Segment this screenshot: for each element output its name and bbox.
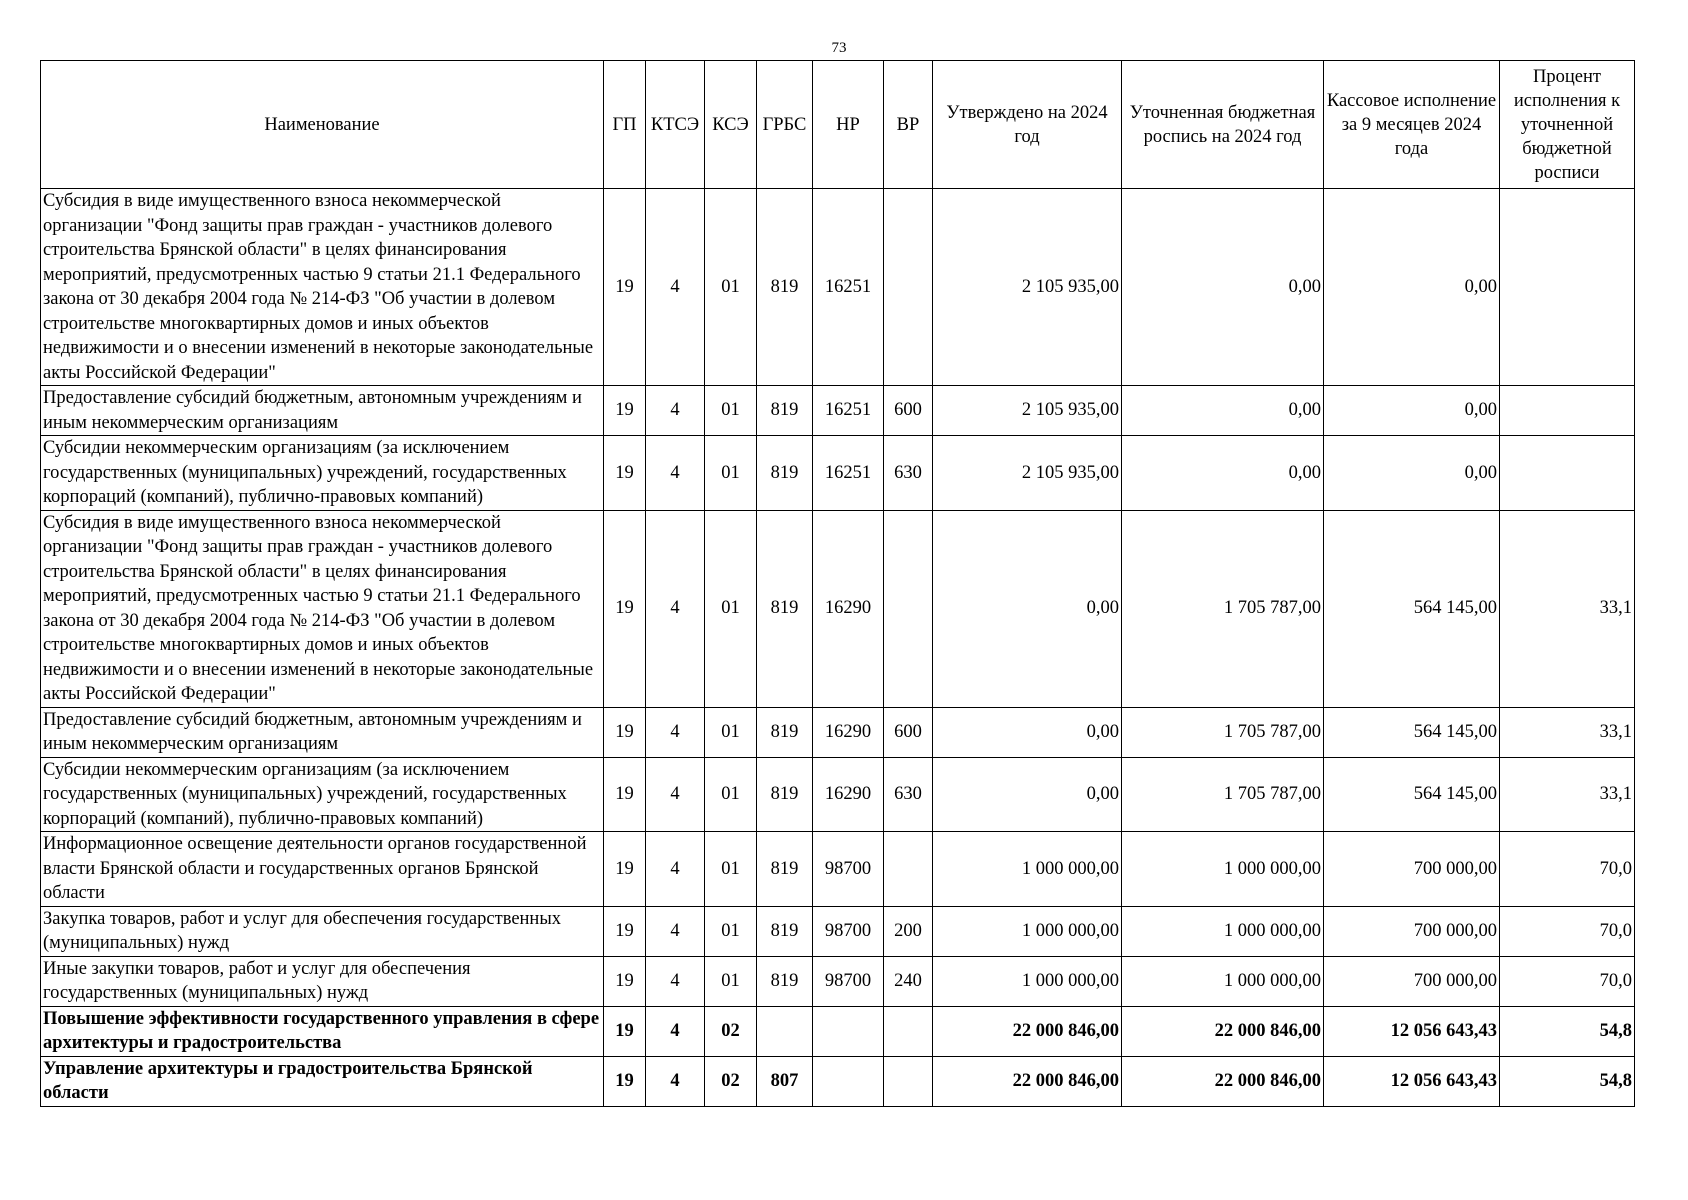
row-vr-cell: 630: [884, 436, 933, 511]
row-ktse-cell: 4: [646, 510, 705, 707]
row-nr-cell: 16290: [813, 707, 884, 757]
row-approved-cell: 22 000 846,00: [933, 1006, 1122, 1056]
row-cash-cell: 0,00: [1324, 386, 1500, 436]
row-name-cell: Субсидия в виде имущественного взноса некоммерческой организации "Фонд защиты прав граждан - участников долевого строительства Брянской области" в целях финансирования мероприятий, предусмотренных частью 9 статьи 21.1 Федерального закона от 30 декабря 2004 года № 214-ФЗ "Об участии в долевом строительстве многоквартирных домов и иных объектов недвижимости и о внесении изменений в некоторые законодательные акты Российской Федерации": [41, 189, 604, 386]
row-grbs-cell: 819: [757, 956, 813, 1006]
row-approved-cell: 0,00: [933, 510, 1122, 707]
row-name-cell: Иные закупки товаров, работ и услуг для обеспечения государственных (муниципальных) нужд: [41, 956, 604, 1006]
row-percent-cell: 70,0: [1500, 832, 1635, 907]
row-cash-cell: 700 000,00: [1324, 906, 1500, 956]
row-name-cell: Управление архитектуры и градостроительства Брянской области: [41, 1056, 604, 1106]
row-refined-cell: 1 705 787,00: [1122, 707, 1324, 757]
header-refined: Уточненная бюджетная роспись на 2024 год: [1122, 61, 1324, 189]
row-vr-cell: [884, 1006, 933, 1056]
row-approved-cell: 22 000 846,00: [933, 1056, 1122, 1106]
row-ktse-cell: 4: [646, 189, 705, 386]
row-percent-cell: 70,0: [1500, 906, 1635, 956]
row-name-cell: Повышение эффективности государственного управления в сфере архитектуры и градостроительства: [41, 1006, 604, 1056]
row-ktse-cell: 4: [646, 956, 705, 1006]
row-percent-cell: 54,8: [1500, 1006, 1635, 1056]
row-kse-cell: 01: [705, 436, 757, 511]
row-gp-cell: 19: [604, 436, 646, 511]
row-cash-cell: 0,00: [1324, 189, 1500, 386]
row-kse-cell: 01: [705, 189, 757, 386]
row-grbs-cell: 819: [757, 436, 813, 511]
row-nr-cell: 16290: [813, 757, 884, 832]
page-number: 73: [831, 40, 847, 56]
row-gp-cell: 19: [604, 1006, 646, 1056]
row-vr-cell: 200: [884, 906, 933, 956]
row-gp-cell: 19: [604, 832, 646, 907]
row-percent-cell: 33,1: [1500, 707, 1635, 757]
header-ktse: КТСЭ: [646, 61, 705, 189]
row-nr-cell: 16251: [813, 436, 884, 511]
row-refined-cell: 22 000 846,00: [1122, 1006, 1324, 1056]
row-refined-cell: 1 705 787,00: [1122, 757, 1324, 832]
header-approved: Утверждено на 2024 год: [933, 61, 1122, 189]
row-approved-cell: 1 000 000,00: [933, 956, 1122, 1006]
row-kse-cell: 01: [705, 386, 757, 436]
row-refined-cell: 1 000 000,00: [1122, 906, 1324, 956]
row-percent-cell: 70,0: [1500, 956, 1635, 1006]
table-row: [41, 436, 1635, 511]
row-ktse-cell: 4: [646, 436, 705, 511]
row-vr-cell: 630: [884, 757, 933, 832]
row-nr-cell: [813, 1056, 884, 1106]
row-percent-cell: [1500, 189, 1635, 386]
table-row: [41, 707, 1635, 757]
header-kse: КСЭ: [705, 61, 757, 189]
row-percent-cell: 54,8: [1500, 1056, 1635, 1106]
row-grbs-cell: 819: [757, 757, 813, 832]
row-nr-cell: 16251: [813, 189, 884, 386]
row-kse-cell: 02: [705, 1056, 757, 1106]
row-refined-cell: 1 705 787,00: [1122, 510, 1324, 707]
row-ktse-cell: 4: [646, 707, 705, 757]
row-refined-cell: 1 000 000,00: [1122, 832, 1324, 907]
row-percent-cell: 33,1: [1500, 757, 1635, 832]
row-gp-cell: 19: [604, 510, 646, 707]
row-cash-cell: 564 145,00: [1324, 510, 1500, 707]
row-ktse-cell: 4: [646, 906, 705, 956]
row-gp-cell: 19: [604, 189, 646, 386]
row-approved-cell: 1 000 000,00: [933, 832, 1122, 907]
row-nr-cell: 98700: [813, 956, 884, 1006]
row-vr-cell: 600: [884, 386, 933, 436]
header-row: [41, 61, 1635, 189]
row-name-cell: Закупка товаров, работ и услуг для обеспечения государственных (муниципальных) нужд: [41, 906, 604, 956]
row-kse-cell: 02: [705, 1006, 757, 1056]
row-vr-cell: 240: [884, 956, 933, 1006]
row-name-cell: Предоставление субсидий бюджетным, автономным учреждениям и иным некоммерческим организациям: [41, 707, 604, 757]
row-grbs-cell: 819: [757, 510, 813, 707]
row-vr-cell: [884, 832, 933, 907]
row-percent-cell: [1500, 436, 1635, 511]
header-grbs: ГРБС: [757, 61, 813, 189]
row-grbs-cell: 819: [757, 386, 813, 436]
row-vr-cell: [884, 1056, 933, 1106]
row-approved-cell: 1 000 000,00: [933, 906, 1122, 956]
row-grbs-cell: [757, 1006, 813, 1056]
row-gp-cell: 19: [604, 707, 646, 757]
row-name-cell: Предоставление субсидий бюджетным, автономным учреждениям и иным некоммерческим организациям: [41, 386, 604, 436]
table-row: [41, 189, 1635, 386]
table-row: [41, 757, 1635, 832]
row-grbs-cell: 819: [757, 189, 813, 386]
row-approved-cell: 2 105 935,00: [933, 386, 1122, 436]
row-cash-cell: 700 000,00: [1324, 956, 1500, 1006]
row-kse-cell: 01: [705, 707, 757, 757]
row-name-cell: Информационное освещение деятельности органов государственной власти Брянской области и государственных органов Брянской области: [41, 832, 604, 907]
table-row: [41, 1006, 1635, 1056]
row-gp-cell: 19: [604, 906, 646, 956]
row-ktse-cell: 4: [646, 757, 705, 832]
row-vr-cell: [884, 510, 933, 707]
row-cash-cell: 12 056 643,43: [1324, 1006, 1500, 1056]
row-nr-cell: 16251: [813, 386, 884, 436]
row-cash-cell: 700 000,00: [1324, 832, 1500, 907]
row-gp-cell: 19: [604, 1056, 646, 1106]
row-cash-cell: 12 056 643,43: [1324, 1056, 1500, 1106]
table-body: [41, 189, 1635, 1107]
header-vr: ВР: [884, 61, 933, 189]
row-refined-cell: 1 000 000,00: [1122, 956, 1324, 1006]
row-percent-cell: 33,1: [1500, 510, 1635, 707]
row-name-cell: Субсидии некоммерческим организациям (за исключением государственных (муниципальных) учреждений, государственных корпораций (компаний), публично-правовых компаний): [41, 757, 604, 832]
row-kse-cell: 01: [705, 510, 757, 707]
row-gp-cell: 19: [604, 956, 646, 1006]
row-approved-cell: 0,00: [933, 707, 1122, 757]
row-nr-cell: 98700: [813, 832, 884, 907]
row-ktse-cell: 4: [646, 1056, 705, 1106]
row-cash-cell: 0,00: [1324, 436, 1500, 511]
table-row: [41, 906, 1635, 956]
row-ktse-cell: 4: [646, 832, 705, 907]
header-name: Наименование: [41, 61, 604, 189]
row-kse-cell: 01: [705, 956, 757, 1006]
row-gp-cell: 19: [604, 757, 646, 832]
row-grbs-cell: 819: [757, 832, 813, 907]
row-kse-cell: 01: [705, 906, 757, 956]
row-ktse-cell: 4: [646, 1006, 705, 1056]
table-row: [41, 832, 1635, 907]
row-cash-cell: 564 145,00: [1324, 707, 1500, 757]
header-cash: Кассовое исполнение за 9 месяцев 2024 года: [1324, 61, 1500, 189]
row-refined-cell: 0,00: [1122, 189, 1324, 386]
row-grbs-cell: 807: [757, 1056, 813, 1106]
table-row: [41, 956, 1635, 1006]
row-approved-cell: 0,00: [933, 757, 1122, 832]
row-nr-cell: 98700: [813, 906, 884, 956]
row-kse-cell: 01: [705, 832, 757, 907]
header-gp: ГП: [604, 61, 646, 189]
row-refined-cell: 0,00: [1122, 386, 1324, 436]
row-refined-cell: 22 000 846,00: [1122, 1056, 1324, 1106]
row-grbs-cell: 819: [757, 707, 813, 757]
row-kse-cell: 01: [705, 757, 757, 832]
row-approved-cell: 2 105 935,00: [933, 189, 1122, 386]
budget-table: [40, 60, 1635, 1107]
row-approved-cell: 2 105 935,00: [933, 436, 1122, 511]
row-cash-cell: 564 145,00: [1324, 757, 1500, 832]
row-vr-cell: [884, 189, 933, 386]
row-ktse-cell: 4: [646, 386, 705, 436]
header-percent: Процент исполнения к уточненной бюджетной росписи: [1500, 61, 1635, 189]
row-vr-cell: 600: [884, 707, 933, 757]
header-nr: НР: [813, 61, 884, 189]
table-row: [41, 510, 1635, 707]
row-refined-cell: 0,00: [1122, 436, 1324, 511]
row-nr-cell: [813, 1006, 884, 1056]
table-row: [41, 386, 1635, 436]
row-nr-cell: 16290: [813, 510, 884, 707]
table-row: [41, 1056, 1635, 1106]
row-name-cell: Субсидии некоммерческим организациям (за исключением государственных (муниципальных) учреждений, государственных корпораций (компаний), публично-правовых компаний): [41, 436, 604, 511]
row-grbs-cell: 819: [757, 906, 813, 956]
row-name-cell: Субсидия в виде имущественного взноса некоммерческой организации "Фонд защиты прав граждан - участников долевого строительства Брянской области" в целях финансирования мероприятий, предусмотренных частью 9 статьи 21.1 Федерального закона от 30 декабря 2004 года № 214-ФЗ "Об участии в долевом строительстве многоквартирных домов и иных объектов недвижимости и о внесении изменений в некоторые законодательные акты Российской Федерации": [41, 510, 604, 707]
row-percent-cell: [1500, 386, 1635, 436]
row-gp-cell: 19: [604, 386, 646, 436]
